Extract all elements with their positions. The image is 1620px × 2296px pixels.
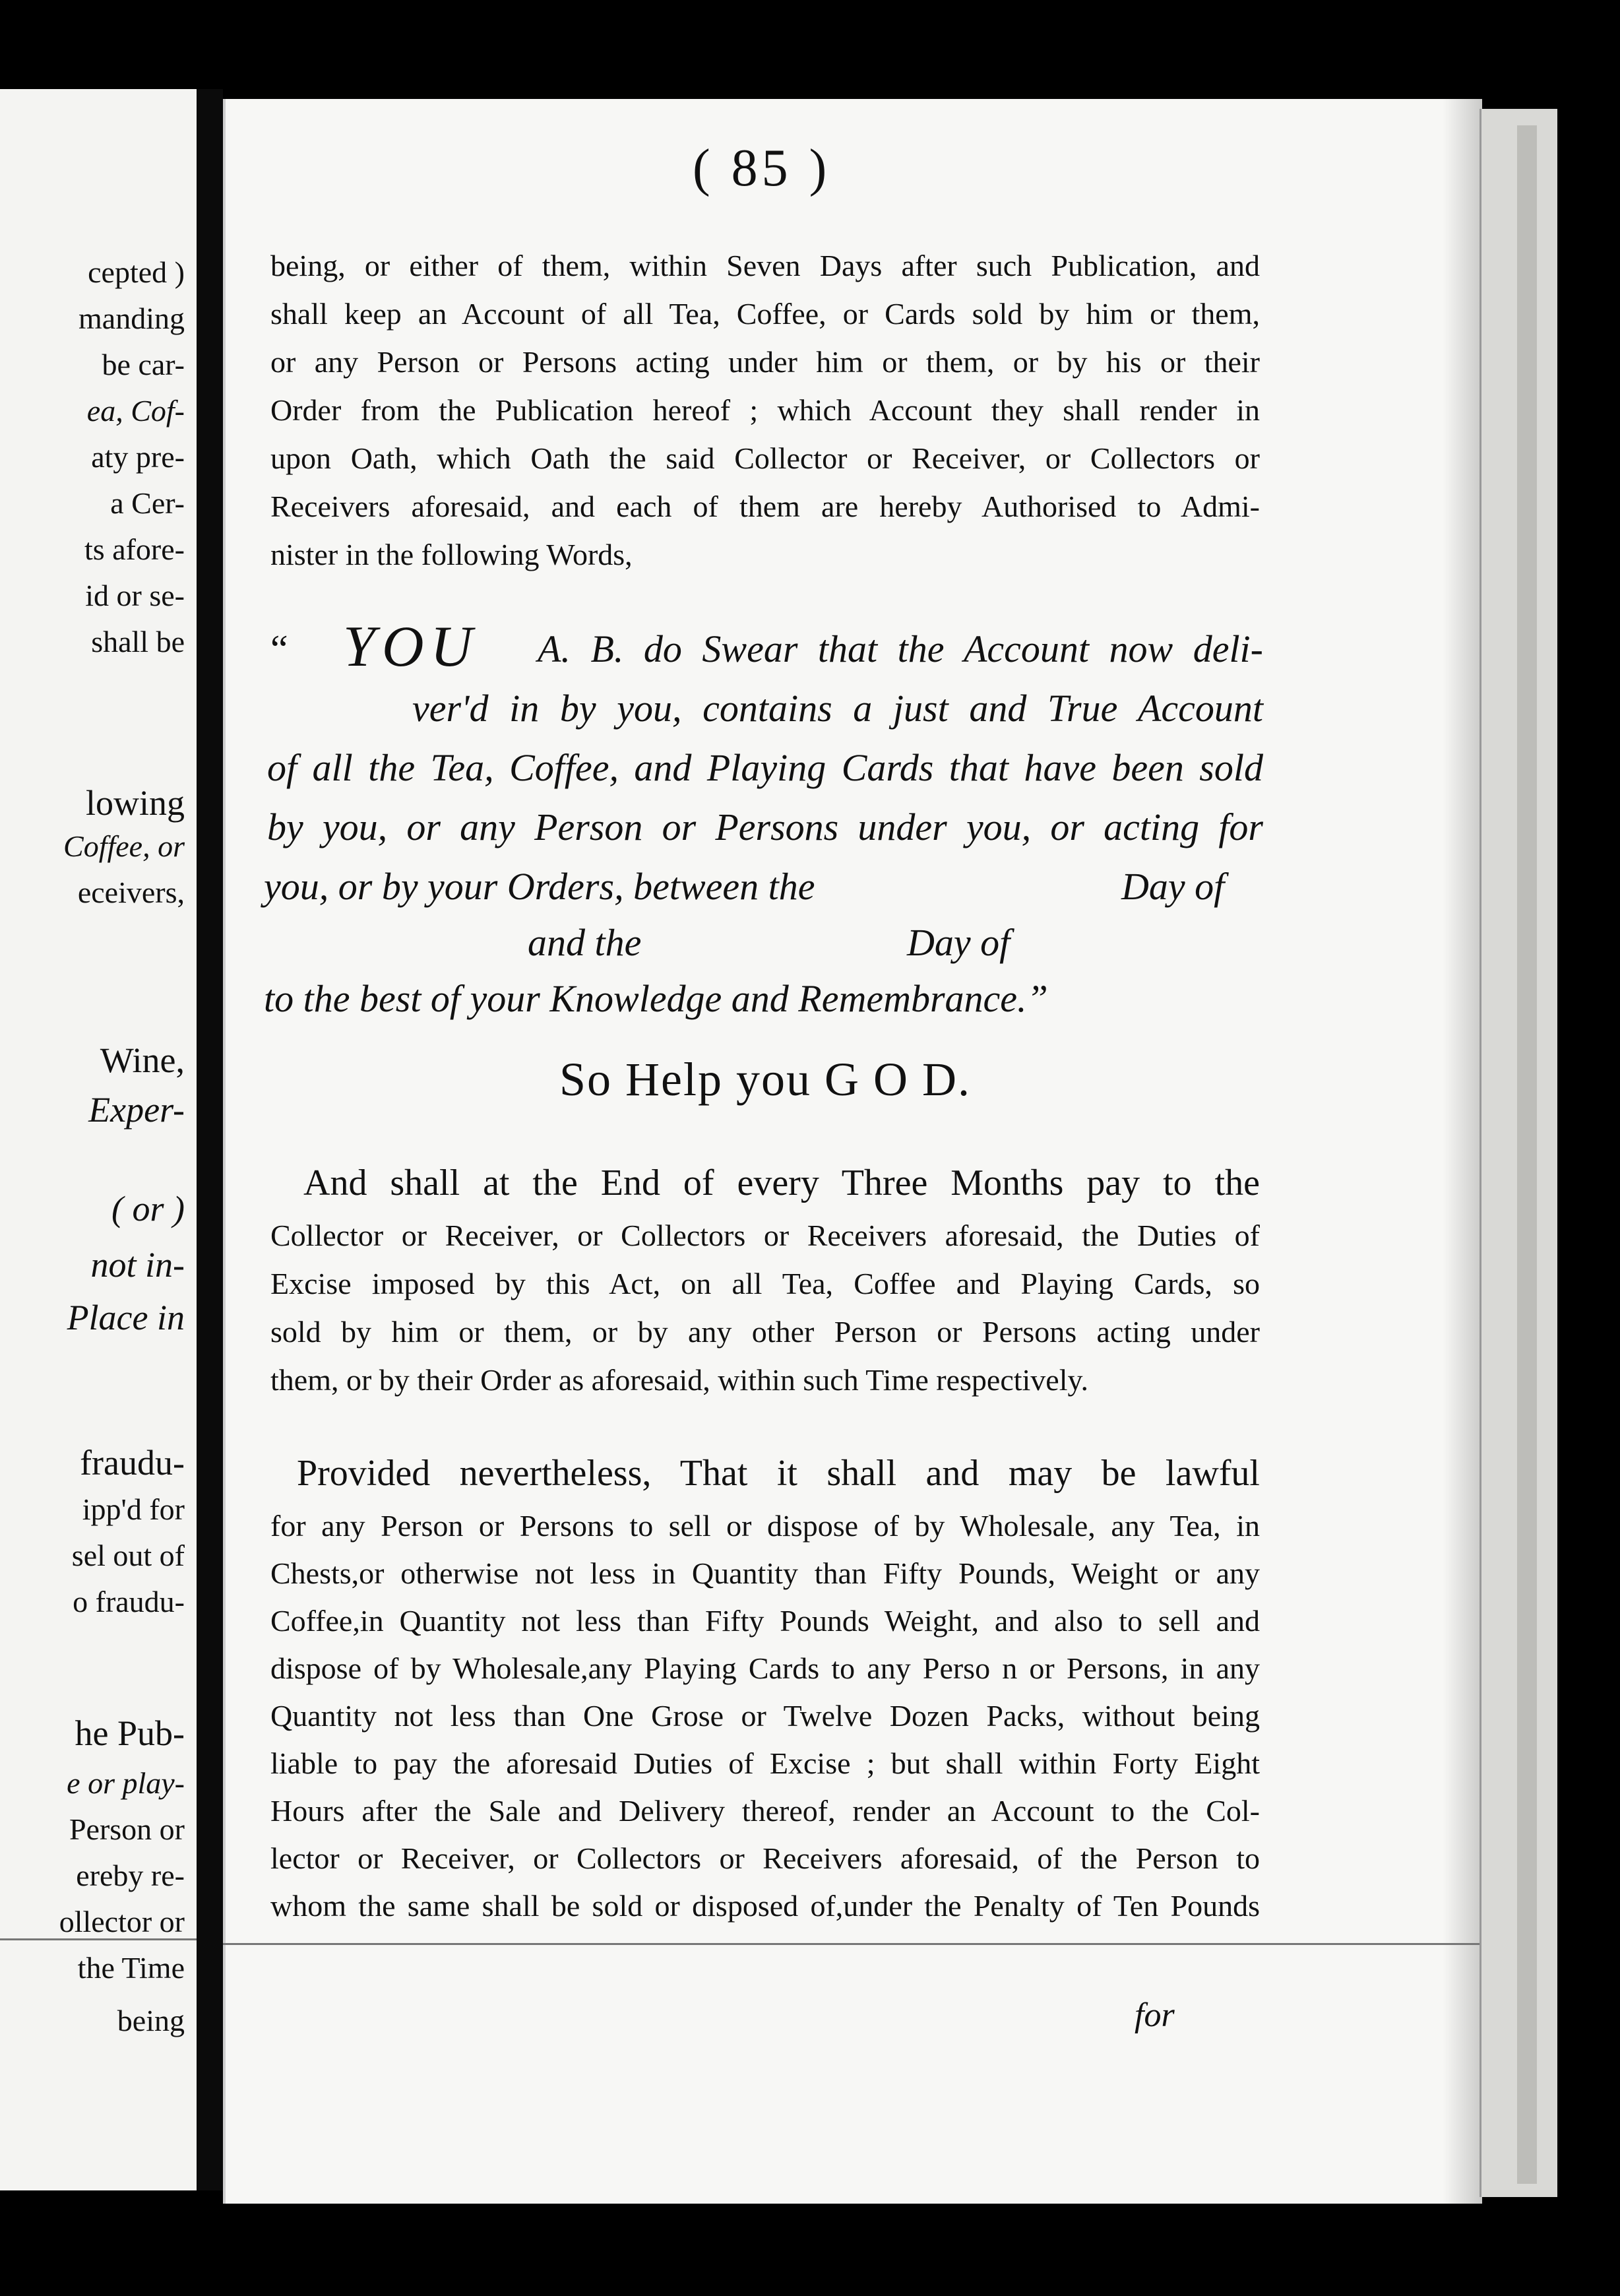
left-fragment: he Pub- [75,1713,185,1753]
book-gutter [197,89,223,2190]
oath-line: to the best of your Knowledge and Remembrance.” [264,977,1048,1020]
oath-line: by you, or any Person or Persons under you, or acting for [267,806,1263,848]
text-line: Quantity not less than One Grose or Twelve Dozen Packs, without being [270,1699,1260,1733]
left-fragment: lowing [85,783,185,823]
left-fragment: sel out of [71,1539,185,1572]
left-fragment: ipp'd for [82,1492,185,1526]
text-line: Collector or Receiver, or Collectors or Receivers aforesaid, the Duties of [270,1219,1260,1252]
left-fragment: Coffee, or [63,829,185,863]
left-fragment: cepted ) [88,255,185,289]
left-page [0,89,201,2190]
left-page-rule [0,1938,197,1940]
text-line: or any Person or Persons acting under him or them, or by his or their [270,345,1260,379]
text-line: Chests,or otherwise not less in Quantity than Fifty Pounds, Weight or any [270,1556,1260,1590]
oath-line: of all the Tea, Coffee, and Playing Cards that have been sold [267,746,1263,789]
text-line: upon Oath, which Oath the said Collector or Receiver, or Collectors or [270,441,1260,475]
oath-line: ver'd in by you, contains a just and True Account [412,687,1263,730]
page-rule [223,1943,1480,1945]
left-fragment: be car- [102,348,185,381]
left-fragment: Exper- [88,1090,185,1130]
oath-line: Day of [1121,865,1225,908]
left-fragment: ereby re- [76,1859,185,1892]
text-line: being, or either of them, within Seven Days after such Publication, and [270,249,1260,282]
left-fragment: shall be [91,625,185,658]
text-line: And shall at the End of every Three Months pay to the [303,1163,1260,1203]
left-fragment: Place in [67,1298,185,1337]
left-fragment: Wine, [100,1040,185,1080]
left-fragment: ea, Cof- [86,394,185,428]
oath-line: and the [528,921,642,964]
left-fragment: being [117,2004,185,2037]
left-fragment: ollector or [59,1905,185,1938]
left-fragment: Person or [69,1812,185,1846]
page-edge-inner [1517,125,1537,2184]
left-fragment: aty pre- [91,440,185,474]
oath-line: you, or by your Orders, between the [264,865,815,908]
left-fragment: ts afore- [84,532,185,566]
text-line: them, or by their Order as aforesaid, within such Time respectively. [270,1363,1089,1397]
text-line: dispose of by Wholesale,any Playing Cards to any Perso n or Persons, in any [270,1651,1260,1685]
text-line: lector or Receiver, or Collectors or Receivers aforesaid, of the Person to [270,1841,1260,1875]
text-line: Coffee,in Quantity not less than Fifty Pounds Weight, and also to sell and [270,1604,1260,1638]
left-fragment: a Cer- [110,486,185,520]
text-line: Provided nevertheless, That it shall and may be lawful [297,1453,1260,1494]
oath-open-quote: “ [270,627,288,671]
oath-line: Day of [907,921,1011,964]
oath-line: A. B. do Swear that the Account now deli- [538,627,1263,670]
text-line: Excise imposed by this Act, on all Tea, Coffee and Playing Cards, so [270,1267,1260,1300]
left-fragment: o fraudu- [73,1585,185,1618]
oath-you: YOU [343,615,480,679]
left-fragment: e or play- [67,1766,185,1800]
left-fragment: not in- [90,1245,185,1285]
left-fragment: manding [78,302,185,335]
text-line: sold by him or them, or by any other Person or Persons acting under [270,1315,1260,1349]
text-line: whom the same shall be sold or disposed of,under the Penalty of Ten Pounds [270,1889,1260,1923]
text-line: nister in the following Words, [270,538,633,571]
left-fragment: ( or ) [111,1189,185,1228]
left-fragment: id or se- [85,579,185,612]
text-line: liable to pay the aforesaid Duties of Excise ; but shall within Forty Eight [270,1746,1260,1780]
page-number: ( 85 ) [693,139,831,197]
text-line: for any Person or Persons to sell or dispose of by Wholesale, any Tea, in [270,1509,1260,1543]
text-line: Order from the Publication hereof ; which Account they shall render in [270,393,1260,427]
text-line: shall keep an Account of all Tea, Coffee, or Cards sold by him or them, [270,297,1260,331]
catchword: for [1135,1996,1175,2034]
left-fragment: fraudu- [80,1443,185,1483]
text-line: Receivers aforesaid, and each of them are hereby Authorised to Admi- [270,490,1260,523]
text-line: Hours after the Sale and Delivery thereof, render an Account to the Col- [270,1794,1260,1828]
left-fragment: eceivers, [77,876,185,909]
left-fragment: the Time [77,1951,185,1985]
so-help-line: So Help you G O D. [559,1053,971,1106]
